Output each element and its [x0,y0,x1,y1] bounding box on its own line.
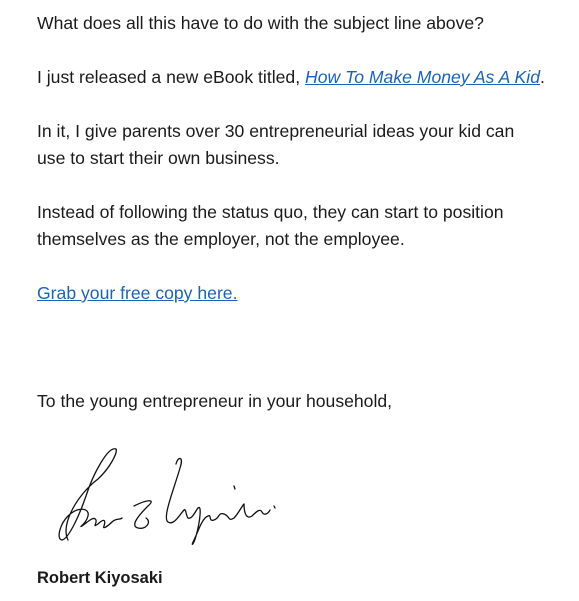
signature-stroke-second [166,458,270,544]
signature-stroke-first [59,449,122,540]
cta-paragraph [37,280,547,307]
free-copy-link[interactable]: Grab your free copy here. [37,283,238,303]
signature-dot-1 [234,486,235,489]
ebook-prefix: I just released a new eBook titled, [37,67,305,87]
closing-line: To the young entrepreneur in your household, [37,391,393,411]
status-quo-paragraph: Instead of following the status quo, they can start to position themselves as the employer, not the employee. [37,202,504,249]
email-body [37,10,547,415]
ideas-paragraph: In it, I give parents over 30 entrepreneurial ideas your kid can use to start their own business. [37,121,515,168]
signature-dot-2 [274,506,275,508]
ebook-suffix: . [540,67,545,87]
intro-question: What does all this have to do with the subject line above? [37,13,484,33]
ebook-title-link[interactable]: How To Make Money As A Kid [304,67,540,87]
ebook-paragraph [37,64,547,91]
signature-stroke-s [134,501,151,529]
signature-image [38,444,283,554]
signature-name: Robert Kiyosaki [37,569,163,587]
